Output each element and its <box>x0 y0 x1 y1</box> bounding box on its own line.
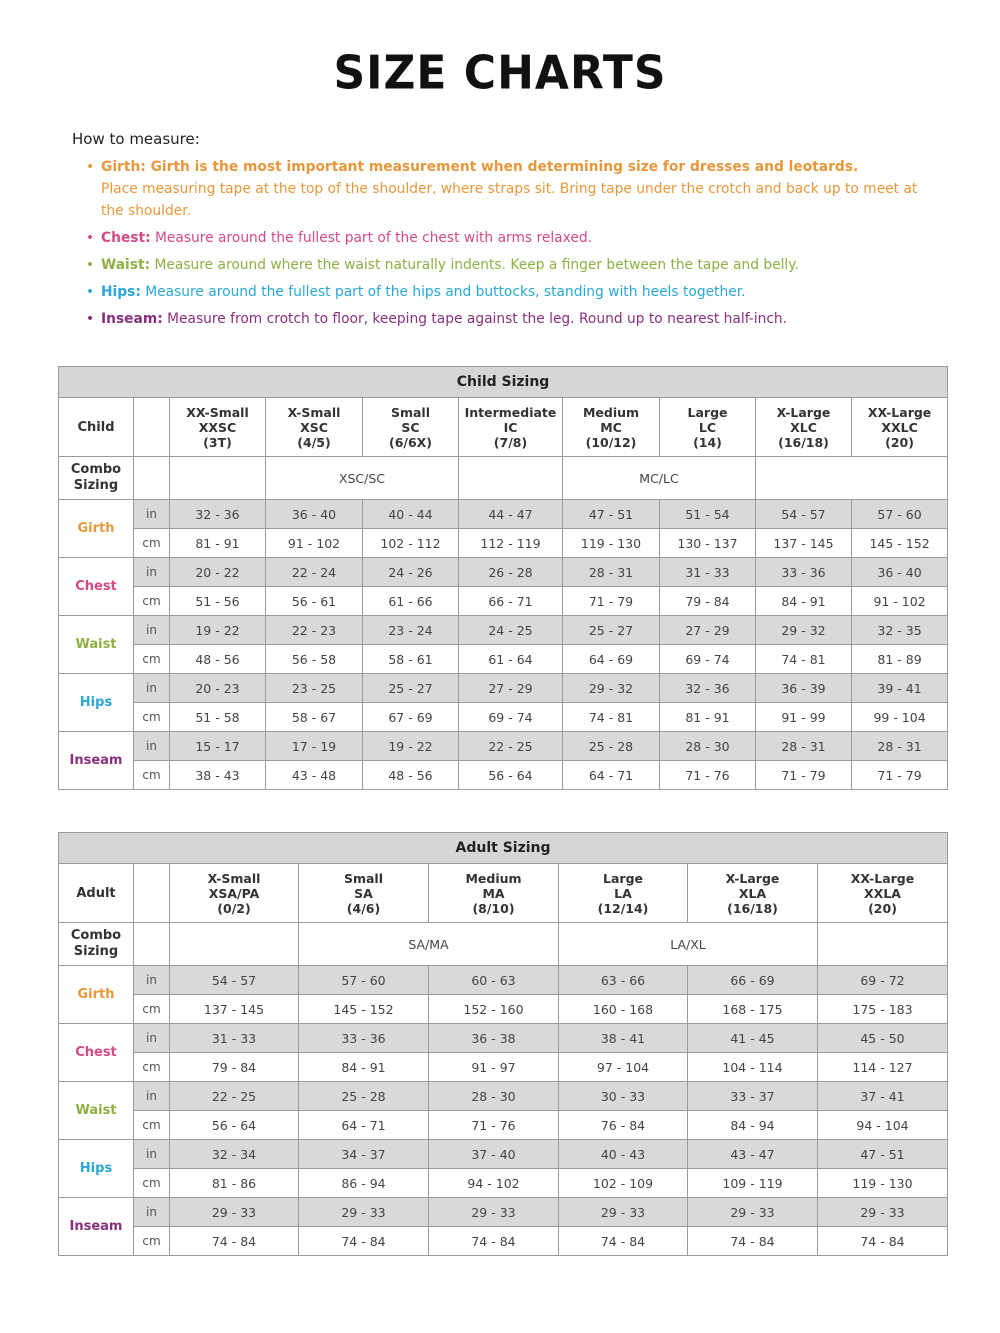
value-cell: 74 - 84 <box>818 1227 948 1256</box>
size-name: X-Large <box>725 870 780 886</box>
value-cell: 63 - 66 <box>559 966 688 995</box>
value-cell: 69 - 72 <box>818 966 948 995</box>
measurement-row-in <box>59 732 948 761</box>
value-cell: 56 - 64 <box>170 1111 299 1140</box>
measure-item-inseam <box>72 308 932 330</box>
measurement-label: Hips <box>59 1140 134 1198</box>
value-cell: 54 - 57 <box>170 966 299 995</box>
value-cell: 28 - 30 <box>429 1082 559 1111</box>
value-cell: 74 - 84 <box>170 1227 299 1256</box>
value-cell: 71 - 76 <box>429 1111 559 1140</box>
measure-text: Girth is the most important measurement when determining size for dresses and leotards. <box>145 159 859 175</box>
size-name: Intermediate <box>464 404 557 420</box>
value-cell: 22 - 25 <box>170 1082 299 1111</box>
value-cell: 160 - 168 <box>559 995 688 1024</box>
combo-group-cell: LA/XL <box>559 923 818 966</box>
table-caption-row <box>59 833 948 864</box>
combo-sizing-label: Combo Sizing <box>59 923 134 966</box>
value-cell: 168 - 175 <box>688 995 818 1024</box>
value-cell: 137 - 145 <box>756 529 852 558</box>
measure-instructions-list <box>72 156 932 330</box>
value-cell: 25 - 28 <box>299 1082 429 1111</box>
measurement-label: Waist <box>59 616 134 674</box>
measurement-row-in <box>59 616 948 645</box>
value-cell: 37 - 41 <box>818 1082 948 1111</box>
unit-label: cm <box>134 995 170 1024</box>
unit-label: in <box>134 500 170 529</box>
value-cell: 81 - 91 <box>170 529 266 558</box>
size-code: XSC <box>300 419 328 435</box>
size-code: LA <box>614 885 632 901</box>
value-cell: 64 - 71 <box>299 1111 429 1140</box>
value-cell: 58 - 61 <box>363 645 459 674</box>
measure-text: Measure around the fullest part of the chest with arms relaxed. <box>150 230 592 246</box>
size-name: XX-Large <box>867 404 932 420</box>
value-cell: 40 - 44 <box>363 500 459 529</box>
size-name: Small <box>343 870 384 886</box>
size-column-header <box>429 864 559 923</box>
value-cell: 71 - 79 <box>563 587 660 616</box>
value-cell: 37 - 40 <box>429 1140 559 1169</box>
size-column-header <box>688 864 818 923</box>
value-cell: 102 - 112 <box>363 529 459 558</box>
measurement-row-in <box>59 1198 948 1227</box>
value-cell: 36 - 40 <box>852 558 948 587</box>
value-cell: 61 - 64 <box>459 645 563 674</box>
size-name: X-Small <box>207 870 261 886</box>
measure-term: Waist: <box>101 257 151 273</box>
measurement-row-in <box>59 558 948 587</box>
value-cell: 28 - 30 <box>660 732 756 761</box>
measure-text: Measure around where the waist naturally indents. Keep a finger between the tape and belly. <box>150 257 799 273</box>
value-cell: 74 - 84 <box>299 1227 429 1256</box>
value-cell: 15 - 17 <box>170 732 266 761</box>
size-code: XXLA <box>864 885 901 901</box>
measurement-row-in <box>59 674 948 703</box>
value-cell: 36 - 40 <box>266 500 363 529</box>
measurement-row-in <box>59 1024 948 1053</box>
value-cell: 25 - 27 <box>563 616 660 645</box>
value-cell: 38 - 43 <box>170 761 266 790</box>
measurement-row-cm <box>59 1053 948 1082</box>
unit-label: in <box>134 1140 170 1169</box>
size-range: (20) <box>868 900 897 916</box>
value-cell: 22 - 25 <box>459 732 563 761</box>
value-cell: 79 - 84 <box>660 587 756 616</box>
value-cell: 66 - 69 <box>688 966 818 995</box>
value-cell: 29 - 33 <box>299 1198 429 1227</box>
value-cell: 104 - 114 <box>688 1053 818 1082</box>
size-code: XLC <box>790 419 817 435</box>
size-name: XX-Large <box>850 870 915 886</box>
unit-label: in <box>134 732 170 761</box>
value-cell: 32 - 36 <box>170 500 266 529</box>
size-range: (12/14) <box>597 900 649 916</box>
child-sizing-table <box>58 366 948 790</box>
size-code: SA <box>354 885 373 901</box>
value-cell: 33 - 36 <box>299 1024 429 1053</box>
measurement-row-cm <box>59 761 948 790</box>
unit-label: cm <box>134 1169 170 1198</box>
value-cell: 39 - 41 <box>852 674 948 703</box>
value-cell: 57 - 60 <box>299 966 429 995</box>
value-cell: 19 - 22 <box>170 616 266 645</box>
value-cell: 112 - 119 <box>459 529 563 558</box>
value-cell: 29 - 33 <box>170 1198 299 1227</box>
value-cell: 32 - 35 <box>852 616 948 645</box>
size-code: XSA/PA <box>208 885 260 901</box>
unit-label: cm <box>134 703 170 732</box>
size-column-header <box>818 864 948 923</box>
measurement-row-in <box>59 1082 948 1111</box>
bullet-icon: • <box>86 284 95 300</box>
value-cell: 22 - 24 <box>266 558 363 587</box>
size-column-header <box>563 398 660 457</box>
value-cell: 26 - 28 <box>459 558 563 587</box>
value-cell: 30 - 33 <box>559 1082 688 1111</box>
size-name: X-Small <box>287 404 341 420</box>
size-code: IC <box>503 419 518 435</box>
size-range: (8/10) <box>472 900 515 916</box>
size-range: (6/6X) <box>388 434 433 450</box>
combo-group-cell: SA/MA <box>299 923 559 966</box>
measurement-label: Hips <box>59 674 134 732</box>
value-cell: 69 - 74 <box>660 645 756 674</box>
unit-label: cm <box>134 1111 170 1140</box>
size-code: LC <box>698 419 717 435</box>
measurement-label: Inseam <box>59 1198 134 1256</box>
size-range: (4/6) <box>346 900 381 916</box>
measure-term: Hips: <box>101 284 141 300</box>
size-range: (4/5) <box>297 434 331 450</box>
value-cell: 84 - 94 <box>688 1111 818 1140</box>
value-cell: 74 - 84 <box>559 1227 688 1256</box>
table-caption: Child Sizing <box>59 367 948 398</box>
value-cell: 43 - 47 <box>688 1140 818 1169</box>
value-cell: 51 - 56 <box>170 587 266 616</box>
measurement-label: Waist <box>59 1082 134 1140</box>
value-cell: 32 - 36 <box>660 674 756 703</box>
size-column-header <box>756 398 852 457</box>
value-cell: 25 - 28 <box>563 732 660 761</box>
size-name: X-Large <box>776 404 831 420</box>
value-cell: 84 - 91 <box>299 1053 429 1082</box>
value-cell: 43 - 48 <box>266 761 363 790</box>
value-cell: 71 - 76 <box>660 761 756 790</box>
size-column-header <box>852 398 948 457</box>
value-cell: 152 - 160 <box>429 995 559 1024</box>
measurement-row-cm <box>59 587 948 616</box>
value-cell: 23 - 25 <box>266 674 363 703</box>
value-cell: 23 - 24 <box>363 616 459 645</box>
unit-label: in <box>134 1082 170 1111</box>
size-name: Large <box>687 404 728 420</box>
value-cell: 29 - 33 <box>688 1198 818 1227</box>
measurement-row-cm <box>59 1169 948 1198</box>
value-cell: 74 - 84 <box>429 1227 559 1256</box>
value-cell: 69 - 74 <box>459 703 563 732</box>
value-cell: 25 - 27 <box>363 674 459 703</box>
value-cell: 27 - 29 <box>660 616 756 645</box>
value-cell: 48 - 56 <box>363 761 459 790</box>
measurement-row-cm <box>59 645 948 674</box>
size-code: XLA <box>738 885 767 901</box>
how-to-measure-section <box>72 130 932 335</box>
value-cell: 81 - 86 <box>170 1169 299 1198</box>
value-cell: 22 - 23 <box>266 616 363 645</box>
combo-group-cell: XSC/SC <box>266 457 459 500</box>
combo-sizing-row <box>59 457 948 500</box>
value-cell: 41 - 45 <box>688 1024 818 1053</box>
value-cell: 28 - 31 <box>852 732 948 761</box>
measurement-label: Chest <box>59 558 134 616</box>
value-cell: 34 - 37 <box>299 1140 429 1169</box>
value-cell: 51 - 54 <box>660 500 756 529</box>
value-cell: 31 - 33 <box>660 558 756 587</box>
combo-blank-cell <box>170 923 299 966</box>
value-cell: 71 - 79 <box>756 761 852 790</box>
unit-label: cm <box>134 1227 170 1256</box>
measurement-row-cm <box>59 1227 948 1256</box>
combo-group-cell: MC/LC <box>563 457 756 500</box>
combo-sizing-label: Combo Sizing <box>59 457 134 500</box>
value-cell: 74 - 81 <box>756 645 852 674</box>
value-cell: 145 - 152 <box>852 529 948 558</box>
measure-item-hips <box>72 281 932 303</box>
adult-sizing-table <box>58 832 948 1256</box>
bullet-icon: • <box>86 257 95 273</box>
unit-label: in <box>134 1024 170 1053</box>
value-cell: 91 - 99 <box>756 703 852 732</box>
measure-text: Measure around the fullest part of the hips and buttocks, standing with heels together. <box>140 284 746 300</box>
value-cell: 56 - 58 <box>266 645 363 674</box>
size-header-row <box>59 398 948 457</box>
unit-label: cm <box>134 1053 170 1082</box>
size-name: Large <box>603 870 643 886</box>
measurement-row-cm <box>59 1111 948 1140</box>
value-cell: 81 - 89 <box>852 645 948 674</box>
value-cell: 29 - 32 <box>563 674 660 703</box>
value-cell: 36 - 39 <box>756 674 852 703</box>
size-column-header <box>266 398 363 457</box>
page-title: SIZE CHARTS <box>333 46 667 101</box>
unit-label: in <box>134 616 170 645</box>
value-cell: 40 - 43 <box>559 1140 688 1169</box>
measure-term: Chest: <box>101 230 151 246</box>
bullet-icon: • <box>86 311 95 327</box>
size-header-row <box>59 864 948 923</box>
value-cell: 91 - 102 <box>852 587 948 616</box>
measurement-label: Girth <box>59 966 134 1024</box>
value-cell: 24 - 26 <box>363 558 459 587</box>
unit-label: in <box>134 558 170 587</box>
unit-label: in <box>134 674 170 703</box>
table-caption-row <box>59 367 948 398</box>
unit-label: cm <box>134 587 170 616</box>
combo-blank-cell <box>756 457 948 500</box>
value-cell: 51 - 58 <box>170 703 266 732</box>
value-cell: 28 - 31 <box>756 732 852 761</box>
value-cell: 64 - 71 <box>563 761 660 790</box>
value-cell: 64 - 69 <box>563 645 660 674</box>
value-cell: 58 - 67 <box>266 703 363 732</box>
value-cell: 29 - 33 <box>559 1198 688 1227</box>
value-cell: 20 - 22 <box>170 558 266 587</box>
size-range: (7/8) <box>493 434 528 450</box>
unit-label: cm <box>134 529 170 558</box>
value-cell: 48 - 56 <box>170 645 266 674</box>
value-cell: 102 - 109 <box>559 1169 688 1198</box>
size-column-header <box>459 398 563 457</box>
size-name: Small <box>390 404 431 420</box>
value-cell: 27 - 29 <box>459 674 563 703</box>
value-cell: 91 - 102 <box>266 529 363 558</box>
measure-term: Inseam: <box>101 311 163 327</box>
value-cell: 29 - 33 <box>429 1198 559 1227</box>
size-name: Medium <box>582 404 640 420</box>
size-column-header <box>559 864 688 923</box>
size-column-header <box>170 864 299 923</box>
value-cell: 66 - 71 <box>459 587 563 616</box>
value-cell: 24 - 25 <box>459 616 563 645</box>
value-cell: 44 - 47 <box>459 500 563 529</box>
value-cell: 99 - 104 <box>852 703 948 732</box>
size-range: (10/12) <box>585 434 637 450</box>
size-column-header <box>299 864 429 923</box>
value-cell: 47 - 51 <box>563 500 660 529</box>
size-range: (0/2) <box>217 900 251 916</box>
table-caption: Adult Sizing <box>59 833 948 864</box>
size-range: (20) <box>885 434 914 450</box>
unit-label: cm <box>134 761 170 790</box>
value-cell: 61 - 66 <box>363 587 459 616</box>
value-cell: 33 - 37 <box>688 1082 818 1111</box>
combo-blank-cell <box>134 457 170 500</box>
value-cell: 114 - 127 <box>818 1053 948 1082</box>
table-corner-label: Child <box>59 398 134 457</box>
unit-header-blank <box>134 864 170 923</box>
how-to-measure-heading: How to measure: <box>72 130 200 148</box>
value-cell: 29 - 33 <box>818 1198 948 1227</box>
value-cell: 33 - 36 <box>756 558 852 587</box>
value-cell: 137 - 145 <box>170 995 299 1024</box>
bullet-icon: • <box>86 159 95 175</box>
table-corner-label: Adult <box>59 864 134 923</box>
unit-label: in <box>134 1198 170 1227</box>
size-range: (3T) <box>203 434 232 450</box>
value-cell: 76 - 84 <box>559 1111 688 1140</box>
value-cell: 145 - 152 <box>299 995 429 1024</box>
value-cell: 119 - 130 <box>563 529 660 558</box>
size-name: XX-Small <box>186 404 249 420</box>
size-column-header <box>660 398 756 457</box>
value-cell: 57 - 60 <box>852 500 948 529</box>
size-code: XXLC <box>881 419 918 435</box>
value-cell: 60 - 63 <box>429 966 559 995</box>
value-cell: 71 - 79 <box>852 761 948 790</box>
measurement-label: Girth <box>59 500 134 558</box>
value-cell: 94 - 102 <box>429 1169 559 1198</box>
combo-blank-cell <box>459 457 563 500</box>
value-cell: 45 - 50 <box>818 1024 948 1053</box>
value-cell: 29 - 32 <box>756 616 852 645</box>
size-column-header <box>363 398 459 457</box>
size-range: (16/18) <box>778 434 829 450</box>
measure-text: Measure from crotch to floor, keeping tape against the leg. Round up to nearest half-inch. <box>162 311 788 327</box>
value-cell: 119 - 130 <box>818 1169 948 1198</box>
measure-term: Girth: <box>101 159 146 175</box>
measure-extra: Place measuring tape at the top of the shoulder, where straps sit. Bring tape under the crotch and back up to meet at the shoulder. <box>101 181 918 219</box>
value-cell: 56 - 61 <box>266 587 363 616</box>
value-cell: 54 - 57 <box>756 500 852 529</box>
measurement-row-in <box>59 500 948 529</box>
measure-item-chest <box>72 227 932 249</box>
value-cell: 20 - 23 <box>170 674 266 703</box>
value-cell: 79 - 84 <box>170 1053 299 1082</box>
value-cell: 130 - 137 <box>660 529 756 558</box>
measurement-row-cm <box>59 529 948 558</box>
size-name: Medium <box>465 870 522 886</box>
measurement-row-cm <box>59 995 948 1024</box>
measurement-row-in <box>59 1140 948 1169</box>
size-code: XXSC <box>198 419 237 435</box>
size-code: MC <box>600 419 622 435</box>
size-column-header <box>170 398 266 457</box>
combo-blank-cell <box>818 923 948 966</box>
combo-blank-cell <box>134 923 170 966</box>
value-cell: 91 - 97 <box>429 1053 559 1082</box>
combo-blank-cell <box>170 457 266 500</box>
value-cell: 19 - 22 <box>363 732 459 761</box>
size-code: SC <box>401 419 420 435</box>
bullet-icon: • <box>86 230 95 246</box>
measure-item-waist <box>72 254 932 276</box>
value-cell: 28 - 31 <box>563 558 660 587</box>
value-cell: 84 - 91 <box>756 587 852 616</box>
size-code: MA <box>482 885 505 901</box>
unit-label: in <box>134 966 170 995</box>
value-cell: 47 - 51 <box>818 1140 948 1169</box>
value-cell: 31 - 33 <box>170 1024 299 1053</box>
measurement-row-cm <box>59 703 948 732</box>
value-cell: 109 - 119 <box>688 1169 818 1198</box>
value-cell: 94 - 104 <box>818 1111 948 1140</box>
size-range: (16/18) <box>727 900 778 916</box>
value-cell: 36 - 38 <box>429 1024 559 1053</box>
value-cell: 17 - 19 <box>266 732 363 761</box>
value-cell: 74 - 81 <box>563 703 660 732</box>
value-cell: 32 - 34 <box>170 1140 299 1169</box>
combo-sizing-row <box>59 923 948 966</box>
value-cell: 81 - 91 <box>660 703 756 732</box>
size-range: (14) <box>693 434 722 450</box>
measure-item-girth <box>72 156 932 222</box>
value-cell: 74 - 84 <box>688 1227 818 1256</box>
value-cell: 56 - 64 <box>459 761 563 790</box>
value-cell: 67 - 69 <box>363 703 459 732</box>
measurement-label: Chest <box>59 1024 134 1082</box>
value-cell: 86 - 94 <box>299 1169 429 1198</box>
value-cell: 97 - 104 <box>559 1053 688 1082</box>
value-cell: 175 - 183 <box>818 995 948 1024</box>
measurement-label: Inseam <box>59 732 134 790</box>
value-cell: 38 - 41 <box>559 1024 688 1053</box>
unit-label: cm <box>134 645 170 674</box>
unit-header-blank <box>134 398 170 457</box>
measurement-row-in <box>59 966 948 995</box>
